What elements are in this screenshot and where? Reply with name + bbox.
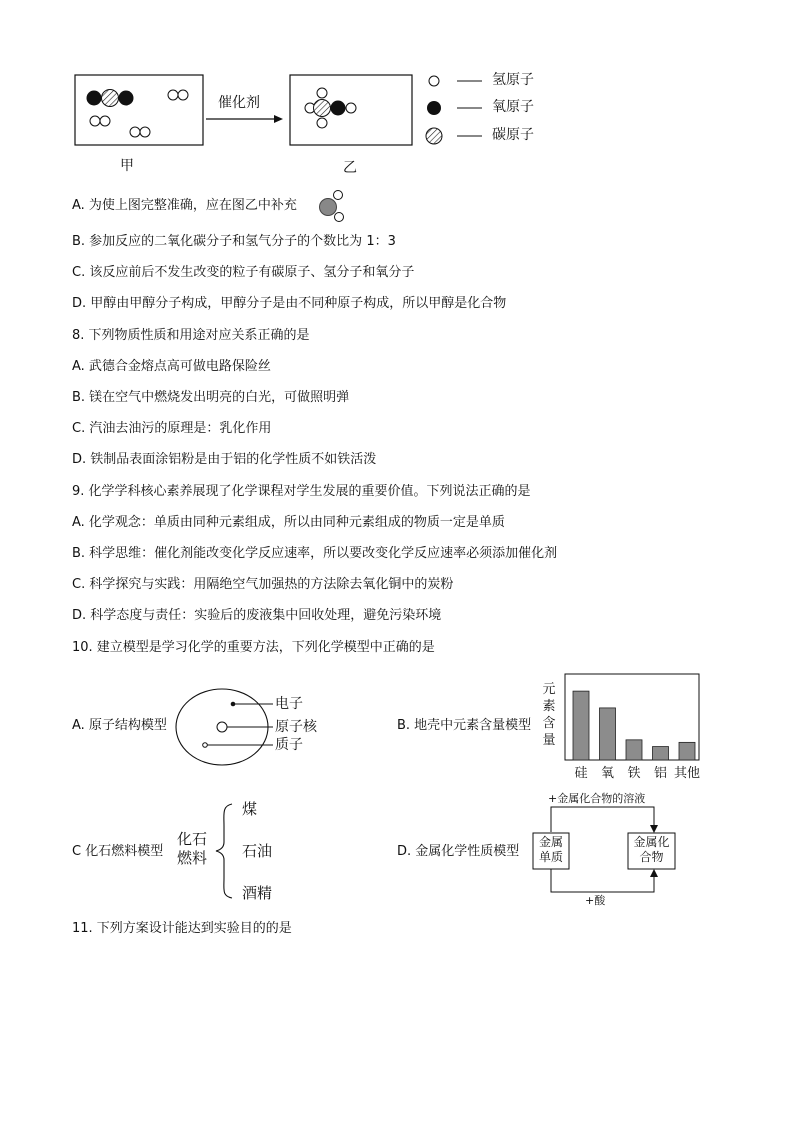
legend-hydrogen-label: 氢原子 bbox=[492, 72, 534, 88]
q9-option-a: A. 化学观念：单质由同种元素组成，所以由同种元素组成的物质一定是单质 bbox=[72, 515, 505, 530]
label-yi: 乙 bbox=[343, 160, 357, 176]
atom-nucleus-label: 原子核 bbox=[275, 719, 317, 735]
hydrogen-atom bbox=[178, 90, 188, 100]
bar-3 bbox=[653, 747, 669, 760]
hydrogen-atom bbox=[346, 103, 356, 113]
hydrogen-atom bbox=[334, 191, 343, 200]
legend-oxygen-icon bbox=[427, 101, 441, 115]
carbon-atom bbox=[102, 90, 119, 107]
q10-option-a-label: A. 原子结构模型 bbox=[72, 718, 167, 733]
x-tick-label-4: 其他 bbox=[673, 766, 701, 781]
fossil-fuel-oil: 石油 bbox=[242, 842, 273, 860]
q8-stem: 8. 下列物质性质和用途对应关系正确的是 bbox=[72, 328, 310, 343]
bar-2 bbox=[626, 740, 642, 760]
q7-option-a: A. 为使上图完整准确，应在图乙中补充 bbox=[72, 198, 297, 213]
metal-model-top-label: +金属化合物的溶液 bbox=[548, 792, 646, 805]
crust-element-chart bbox=[562, 672, 702, 782]
q10-option-c-label: C 化石燃料模型 bbox=[72, 844, 164, 859]
hydrogen-atom bbox=[317, 88, 327, 98]
fossil-fuel-coal: 煤 bbox=[242, 800, 258, 818]
q9-option-c: C. 科学探究与实践：用隔绝空气加强热的方法除去氧化铜中的炭粉 bbox=[72, 577, 454, 592]
x-tick-label-1: 氧 bbox=[600, 766, 615, 781]
q8-option-b: B. 镁在空气中燃烧发出明亮的白光，可做照明弹 bbox=[72, 390, 350, 405]
carbon-atom bbox=[320, 199, 337, 216]
legend-hydrogen-icon bbox=[429, 76, 439, 86]
hydrogen-atom bbox=[130, 127, 140, 137]
x-tick-label-2: 铁 bbox=[627, 766, 641, 781]
brace-icon bbox=[214, 800, 238, 900]
q9-option-d: D. 科学态度与责任：实验后的废液集中回收处理，避免污染环境 bbox=[72, 608, 442, 623]
q7-option-d: D. 甲醇由甲醇分子构成，甲醇分子是由不同种原子构成，所以甲醇是化合物 bbox=[72, 296, 507, 311]
hydrogen-atom bbox=[168, 90, 178, 100]
q7-option-c: C. 该反应前后不发生改变的粒子有碳原子、氢分子和氧分子 bbox=[72, 265, 415, 280]
fossil-fuel-alcohol: 酒精 bbox=[242, 884, 273, 902]
bar-0 bbox=[573, 691, 589, 760]
bar-1 bbox=[600, 708, 616, 760]
catalyst-label: 催化剂 bbox=[218, 95, 260, 111]
hydrogen-atom bbox=[90, 116, 100, 126]
q9-option-b: B. 科学思维：催化剂能改变化学反应速率，所以要改变化学反应速率必须添加催化剂 bbox=[72, 546, 558, 561]
x-tick-label-0: 硅 bbox=[574, 766, 588, 781]
hydrogen-atom bbox=[317, 118, 327, 128]
q10-option-d-label: D. 金属化学性质模型 bbox=[397, 844, 520, 859]
q8-option-d: D. 铁制品表面涂铝粉是由于铝的化学性质不如铁活泼 bbox=[72, 452, 377, 467]
label-jia: 甲 bbox=[120, 158, 134, 174]
oxygen-atom bbox=[87, 91, 102, 106]
legend-carbon-label: 碳原子 bbox=[492, 127, 534, 143]
oxygen-atom bbox=[119, 91, 134, 106]
nucleus-circle bbox=[217, 722, 227, 732]
proton-circle bbox=[203, 743, 208, 748]
arrow-head-icon bbox=[274, 115, 283, 123]
hydrogen-atom bbox=[335, 213, 344, 222]
legend-oxygen-label: 氧原子 bbox=[492, 99, 534, 115]
carbon-atom bbox=[314, 100, 331, 117]
electron-dot bbox=[231, 702, 236, 707]
fossil-fuel-root: 化石燃料 bbox=[177, 830, 208, 867]
x-tick-label-3: 铝 bbox=[653, 766, 668, 781]
q10-stem: 10. 建立模型是学习化学的重要方法，下列化学模型中正确的是 bbox=[72, 640, 435, 655]
q11-stem: 11. 下列方案设计能达到实验目的的是 bbox=[72, 921, 292, 936]
chart-ylabel: 元素含量 bbox=[542, 682, 556, 748]
q7-option-b: B. 参加反应的二氧化碳分子和氢气分子的个数比为 1：3 bbox=[72, 234, 396, 249]
q8-option-c: C. 汽油去油污的原理是：乳化作用 bbox=[72, 421, 272, 436]
q8-option-a: A. 武德合金熔点高可做电路保险丝 bbox=[72, 359, 271, 374]
atom-electron-label: 电子 bbox=[275, 696, 303, 712]
metal-model-bottom-label: +酸 bbox=[585, 894, 606, 907]
atom-proton-label: 质子 bbox=[275, 737, 303, 753]
q9-stem: 9. 化学学科核心素养展现了化学课程对学生发展的重要价值。下列说法正确的是 bbox=[72, 484, 531, 499]
bar-4 bbox=[679, 742, 695, 760]
oxygen-atom bbox=[331, 101, 346, 116]
legend-carbon-icon bbox=[426, 128, 442, 144]
q10-option-b-label: B. 地壳中元素含量模型 bbox=[397, 718, 532, 733]
metal-element-box: 金属单质 bbox=[538, 835, 563, 864]
hydrogen-atom bbox=[140, 127, 150, 137]
hydrogen-atom bbox=[100, 116, 110, 126]
metal-compound-box: 金属化合物 bbox=[633, 835, 670, 864]
